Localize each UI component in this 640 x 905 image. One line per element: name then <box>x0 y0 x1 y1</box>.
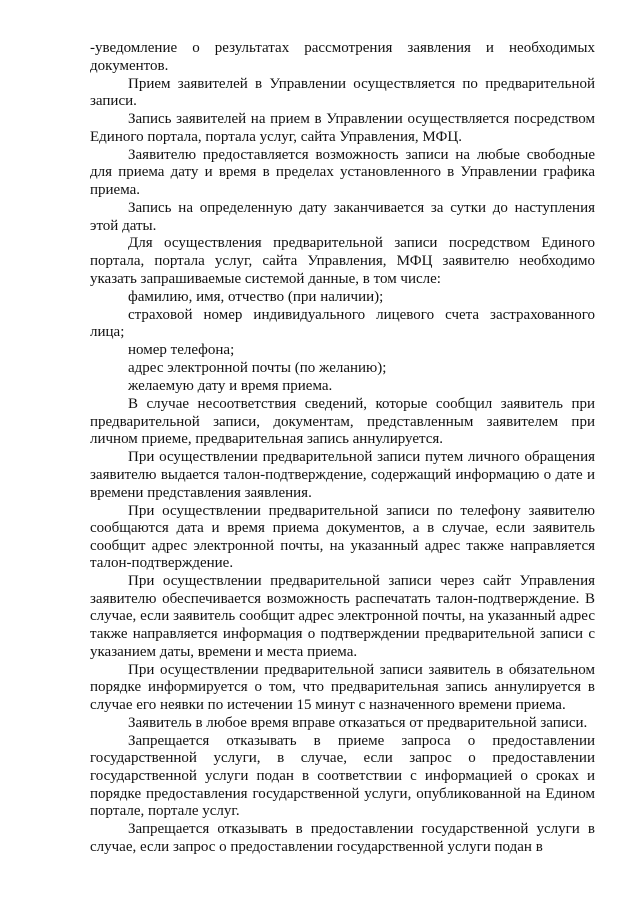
list-item: номер телефона; <box>128 342 235 359</box>
paragraph: Запись заявителей на прием в Управлении осуществляется посредством Единого портала, портала услуг, сайта Управления, МФЦ. <box>90 111 595 145</box>
paragraph: В случае несоответствия сведений, которые сообщил заявитель при предварительной записи, документам, представленным заявителем при личном приеме, предварительная запись аннулируется. <box>90 396 595 448</box>
paragraph: Заявитель в любое время вправе отказаться от предварительной записи. <box>128 714 588 731</box>
paragraph: Прием заявителей в Управлении осуществляется по предварительной записи. <box>90 75 595 110</box>
paragraph: Запрещается отказывать в приеме запроса о предоставлении государственной услуги, в случае, если запрос о предоставлении государственной услуги подан в соответствии с информацией о сроках и порядке предоставления государственной услуги, опубликованной на Едином портале, портале услуг. <box>90 732 595 820</box>
paragraph: -уведомление о результатах рассмотрения заявления и необходимых документов. <box>90 40 595 74</box>
paragraph: При осуществлении предварительной записи заявитель в обязательном порядке информируется о том, что предварительная запись аннулируется в случае его неявки по истечении 15 минут с назначенного времени приема. <box>90 661 595 713</box>
paragraph: Заявителю предоставляется возможность записи на любые свободные для приема дату и время в пределах установленного в Управлении графика приема. <box>90 146 595 198</box>
list-item: фамилию, имя, отчество (при наличии); <box>128 288 384 305</box>
paragraph: Запись на определенную дату заканчивается за сутки до наступления этой даты. <box>90 199 595 234</box>
paragraph: Для осуществления предварительной записи посредством Единого портала, портала услуг, сайта Управления, МФЦ заявителю необходимо указать запрашиваемые системой данные, в том числе: <box>90 235 595 287</box>
list-item: адрес электронной почты (по желанию); <box>128 360 387 377</box>
list-item: желаемую дату и время приема. <box>128 378 333 395</box>
list-item: страховой номер индивидуального лицевого счета застрахованного лица; <box>90 306 595 341</box>
paragraph: Запрещается отказывать в предоставлении государственной услуги в случае, если запрос о предоставлении государственной услуги подан в <box>90 821 595 855</box>
paragraph: При осуществлении предварительной записи через сайт Управления заявителю обеспечивается возможность распечатать талон-подтверждение. В случае, если заявитель сообщит адрес электронной почты, на указанный адрес также направляется информация о подтверждении предварительной записи с указанием даты, времени и места приема. <box>90 573 595 660</box>
document-page <box>90 40 595 857</box>
paragraph: При осуществлении предварительной записи путем личного обращения заявителю выдается талон-подтверждение, содержащий информацию о дате и времени представления заявления. <box>90 449 595 501</box>
paragraph: При осуществлении предварительной записи по телефону заявителю сообщаются дата и время приема документов, а в случае, если заявитель сообщит адрес электронной почты, на указанный адрес также направляется талон-подтверждение. <box>90 502 595 572</box>
